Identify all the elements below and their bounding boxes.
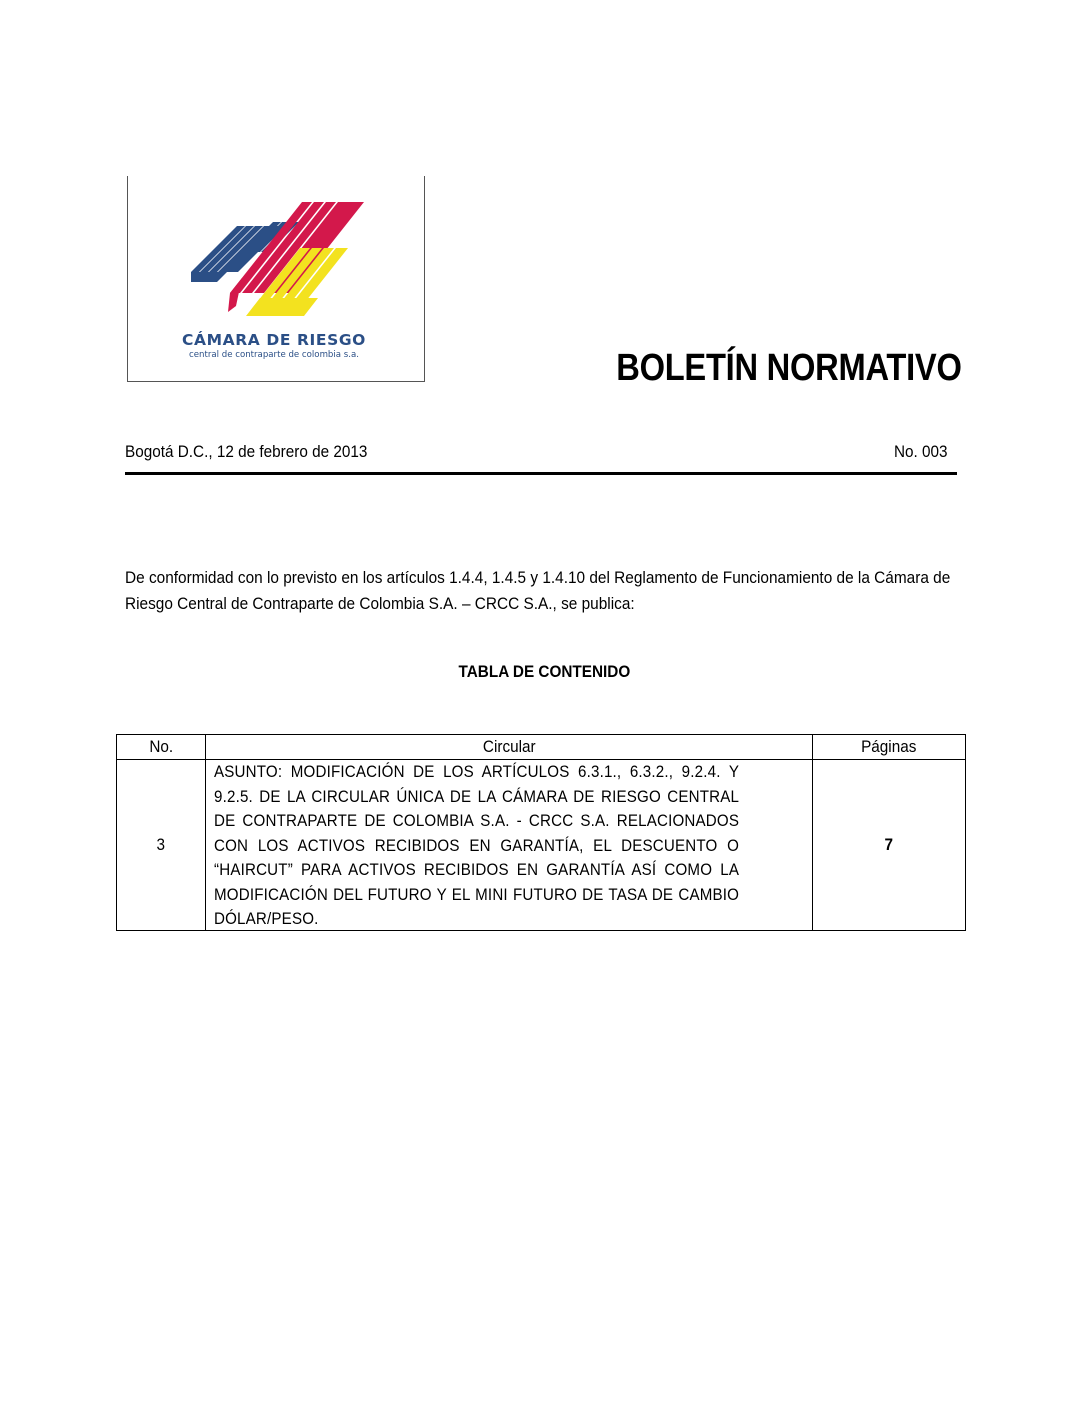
row-subject: ASUNTO: MODIFICACIÓN DE LOS ARTÍCULOS 6.3.1., 6.3.2., 9.2.4. Y 9.2.5. DE LA CIRCULAR ÚNICA DE LA CÁMARA DE RIESGO CENTRAL DE CONTRAPARTE DE COLOMBIA S.A. - CRCC S.A. RELACIONADOS CON LOS ACTIVOS RECIBIDOS EN GARANTÍA, EL DESCUENTO O “HAIRCUT” PARA ACTIVOS RECIBIDOS EN GARANTÍA ASÍ COMO LA MODIFICACIÓN DEL FUTURO Y EL MINI FUTURO DE TASA DE CAMBIO DÓLAR/PESO. bbox=[214, 762, 740, 928]
row-pages: 7 bbox=[884, 834, 894, 854]
place-date: Bogotá D.C., 12 de febrero de 2013 bbox=[125, 442, 368, 461]
toc-table bbox=[116, 734, 966, 931]
document-title: BOLETÍN NORMATIVO bbox=[616, 347, 962, 389]
header-no-label: No. bbox=[149, 737, 173, 756]
row-number: 3 bbox=[156, 834, 166, 854]
logo-box bbox=[127, 176, 425, 382]
row-pages-cell bbox=[813, 760, 966, 931]
header-pages bbox=[813, 735, 966, 760]
intro-paragraph: De conformidad con lo previsto en los artículos 1.4.4, 1.4.5 y 1.4.10 del Reglamento de Funcionamiento de la Cámara de Riesgo Central de Contraparte de Colombia S.A. – CRCC S.A., se publica: bbox=[125, 568, 951, 613]
header-no bbox=[117, 735, 206, 760]
logo-mark-icon bbox=[188, 200, 368, 330]
header-pages-label: Páginas bbox=[861, 737, 917, 756]
toc-heading-text: TABLA DE CONTENIDO bbox=[458, 662, 630, 681]
row-subject-cell bbox=[206, 760, 813, 931]
issue-number: No. 003 bbox=[894, 442, 948, 461]
header-rule bbox=[125, 472, 957, 475]
toc-heading bbox=[0, 662, 1088, 682]
table-row bbox=[117, 760, 966, 931]
header-circular bbox=[206, 735, 813, 760]
logo-tagline: central de contraparte de colombia s.a. bbox=[189, 350, 359, 360]
logo-name: CÁMARA DE RIESGO bbox=[182, 331, 366, 349]
header-circular-label: Circular bbox=[482, 737, 536, 756]
toc-header-row bbox=[117, 735, 966, 760]
row-number-cell bbox=[117, 760, 206, 931]
